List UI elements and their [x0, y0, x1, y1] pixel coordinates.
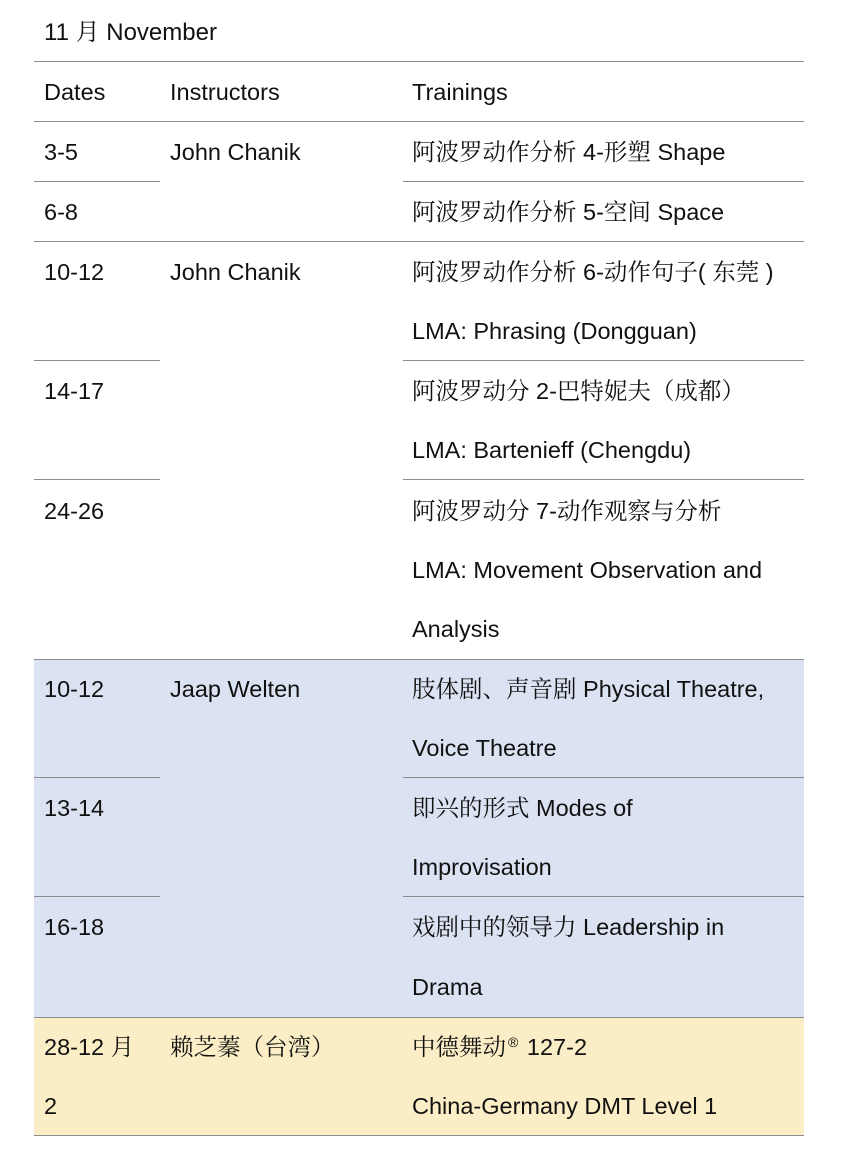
row-date: 6-8: [44, 199, 78, 225]
row-date: 10-12: [44, 259, 105, 285]
row-training: 阿波罗动分 7-动作观察与分析: [412, 498, 722, 524]
row-training-line2: Drama: [412, 974, 483, 1000]
header-instructors: Instructors: [170, 79, 280, 105]
row-date: 13-14: [44, 795, 105, 821]
row-date: 16-18: [44, 914, 105, 940]
registered-mark: ®: [508, 1034, 519, 1051]
row-training-line2: LMA: Phrasing (Dongguan): [412, 318, 697, 344]
row-instructor: John Chanik: [170, 259, 301, 285]
rule-r6-date: [34, 777, 160, 778]
row-training: 阿波罗动分 2-巴特妮夫（成都）: [412, 378, 745, 404]
header-dates: Dates: [44, 79, 106, 105]
header-trainings: Trainings: [412, 79, 508, 105]
row-training-line2: Voice Theatre: [412, 735, 557, 761]
row-training-line2: Improvisation: [412, 854, 552, 880]
row-date: 24-26: [44, 498, 105, 524]
row-training-line2: LMA: Movement Observation and: [412, 557, 763, 583]
row-date-line2: 2: [44, 1093, 58, 1119]
training-name: 中德舞动: [412, 1034, 506, 1060]
month-title: 11 月 November: [44, 19, 217, 46]
row-training: 阿波罗动作分析 4-形塑 Shape: [412, 139, 726, 165]
row-training: 肢体剧、声音剧 Physical Theatre,: [412, 676, 765, 702]
rule-top: [34, 61, 804, 62]
row-training-line2: China-Germany DMT Level 1: [412, 1093, 718, 1119]
row-instructor: 赖芝蓁（台湾）: [170, 1034, 335, 1060]
row-training: 阿波罗动作分析 5-空间 Space: [412, 199, 725, 225]
row-date: 3-5: [44, 139, 78, 165]
row-training: [412, 1018, 587, 1081]
rule-r3-date: [34, 360, 160, 361]
rule-r4-date: [34, 479, 160, 480]
row-instructor: Jaap Welten: [170, 676, 301, 702]
row-instructor: John Chanik: [170, 139, 301, 165]
row-training: 即兴的形式 Modes of: [412, 795, 633, 821]
row-training: 阿波罗动作分析 6-动作句子( 东莞 ): [412, 259, 774, 285]
row-training-line2: LMA: Bartenieff (Chengdu): [412, 437, 692, 463]
training-code: 127-2: [520, 1034, 588, 1060]
row-date: 10-12: [44, 676, 105, 702]
row-date: 28-12 月: [44, 1034, 135, 1060]
row-training-line3: Analysis: [412, 616, 500, 642]
row-date: 14-17: [44, 378, 105, 404]
row-training: 戏剧中的领导力 Leadership in: [412, 914, 725, 940]
rule-r7-date: [34, 896, 160, 897]
